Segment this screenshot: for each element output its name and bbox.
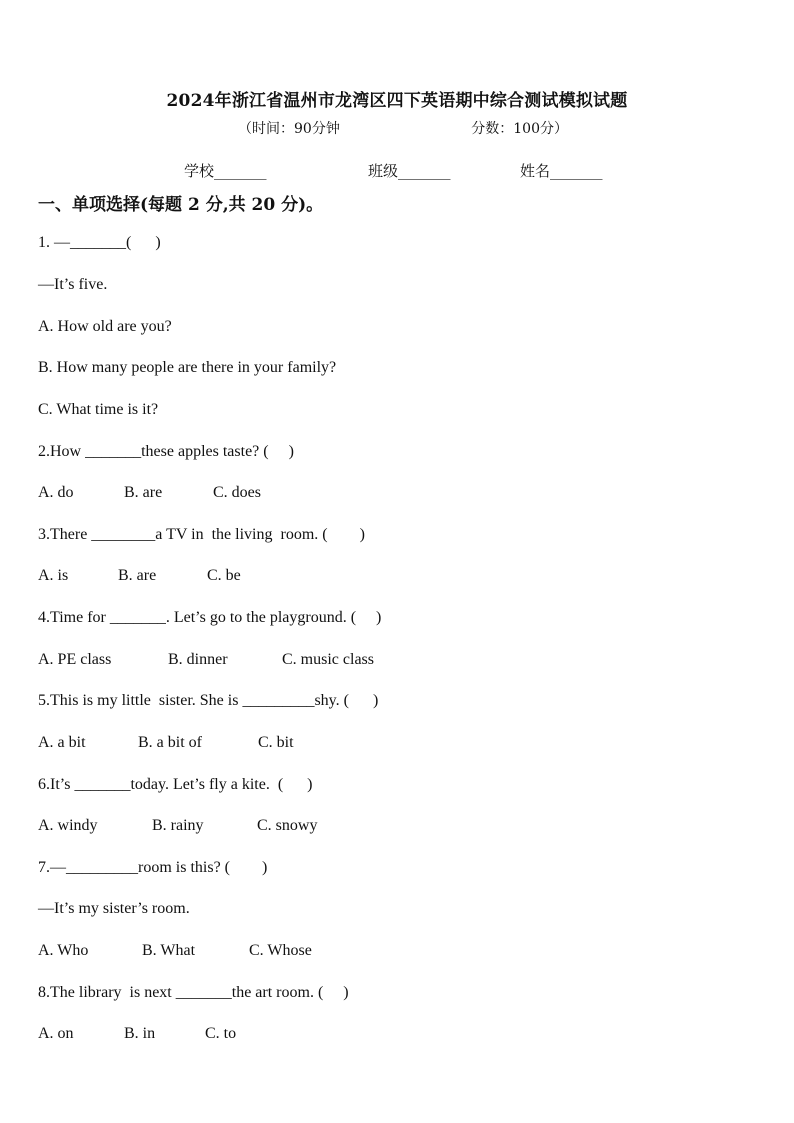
class-field: 班级_______ xyxy=(368,162,451,180)
question-6-option-b: B. rainy xyxy=(152,817,204,834)
exam-subtitle xyxy=(238,118,568,138)
question-5-option-a: A. a bit xyxy=(38,734,86,751)
question-7-answer-line: —It’s my sister’s room. xyxy=(38,900,190,917)
school-field: 学校_______ xyxy=(184,162,267,180)
question-2-stem: 2.How _______these apples taste? ( ) xyxy=(38,443,294,460)
question-1-option-b: B. How many people are there in your family? xyxy=(38,359,337,376)
question-6-stem: 6.It’s _______today. Let’s fly a kite. ( ) xyxy=(38,776,313,793)
question-2-option-c: C. does xyxy=(213,484,261,501)
question-8-option-a: A. on xyxy=(38,1025,74,1042)
question-7-option-a: A. Who xyxy=(38,942,89,959)
question-7-option-b: B. What xyxy=(142,942,196,959)
question-1-option-a: A. How old are you? xyxy=(38,318,172,335)
question-4-option-a: A. PE class xyxy=(38,651,112,668)
question-3-option-a: A. is xyxy=(38,567,69,584)
question-7-option-c: C. Whose xyxy=(249,942,312,959)
question-4-option-b: B. dinner xyxy=(168,651,228,668)
question-4-stem: 4.Time for _______. Let’s go to the playground. ( ) xyxy=(38,609,382,626)
question-6-option-a: A. windy xyxy=(38,817,98,834)
section-title: 一、单项选择(每题 2 分,共 20 分)。 xyxy=(38,195,324,215)
question-8-option-b: B. in xyxy=(124,1025,156,1042)
exam-score: 分数：100分） xyxy=(471,121,568,137)
question-4-option-c: C. music class xyxy=(282,651,374,668)
exam-time: （时间：90分钟 xyxy=(238,121,340,137)
question-3-stem: 3.There ________a TV in the living room. ( ) xyxy=(38,526,365,543)
exam-title: 2024年浙江省温州市龙湾区四下英语期中综合测试模拟试题 xyxy=(166,91,628,111)
question-2-option-a: A. do xyxy=(38,484,74,501)
name-field: 姓名_______ xyxy=(520,162,603,180)
question-5-option-b: B. a bit of xyxy=(138,734,202,751)
question-6-option-c: C. snowy xyxy=(257,817,318,834)
question-3-option-c: C. be xyxy=(207,567,241,584)
question-2-option-b: B. are xyxy=(124,484,163,501)
question-8-option-c: C. to xyxy=(205,1025,237,1042)
question-1-option-c: C. What time is it? xyxy=(38,401,159,418)
question-3-option-b: B. are xyxy=(118,567,157,584)
question-5-stem: 5.This is my little sister. She is _________shy. ( ) xyxy=(38,692,379,709)
question-1-stem: 1. —_______( ) xyxy=(38,234,161,251)
question-8-stem: 8.The library is next _______the art room. ( ) xyxy=(38,984,349,1001)
question-5-option-c: C. bit xyxy=(258,734,294,751)
question-7-stem: 7.—_________room is this? ( ) xyxy=(38,859,268,876)
question-1-answer-line: —It’s five. xyxy=(38,276,108,293)
